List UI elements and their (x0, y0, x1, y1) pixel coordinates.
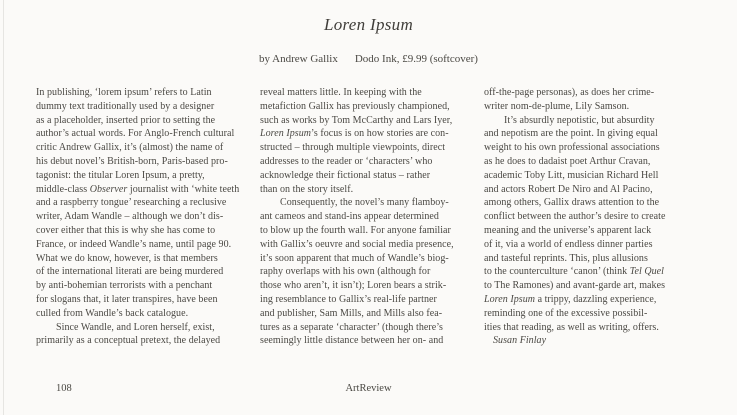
byline-author: by Andrew Gallix (259, 53, 338, 65)
text-line: Since Wandle, and Loren herself, exist, (56, 321, 215, 333)
text-line: conflict between the author’s desire to create (484, 211, 666, 223)
text-line: author’s actual words. For Anglo-French cultural (36, 128, 235, 140)
text-line: his debut novel’s British-born, Paris-based pro- (36, 155, 228, 167)
byline-publisher: Dodo Ink, £9.99 (softcover) (354, 53, 478, 65)
text-line: than on the story itself. (260, 183, 354, 195)
text-line: addresses to the reader or ‘characters’ who (260, 155, 433, 167)
text-line: primarily as a conceptual pretext, the delayed (36, 335, 221, 347)
text-line: dummy text traditionally used by a designer (36, 100, 215, 112)
text-line: as he does to dadaist poet Arthur Cravan, (484, 155, 651, 167)
text-line: cover either that this is why she has come to (36, 224, 216, 236)
byline (0, 53, 737, 65)
text-line: tagonist: the titular Loren Ipsum, a pretty, (36, 169, 205, 181)
text-line: for slogans that, it later transpires, have been (36, 293, 218, 305)
text-line: France, or indeed Wandle’s name, until page 90. (36, 238, 232, 250)
text-line: reveal matters little. In keeping with the (260, 87, 422, 98)
magazine-name: ArtReview (345, 383, 392, 394)
text-line: structed – through multiple viewpoints, direct (260, 142, 446, 154)
text-line: those who aren’t, it isn’t); Loren bears a strik- (260, 280, 447, 292)
text-line: such as works by Tom McCarthy and Lars Iyer, (260, 114, 453, 126)
text-line: with Gallix’s oeuvre and social media presence, (260, 238, 454, 250)
text-line: ing resemblance to Gallix’s real-life partner (260, 293, 437, 305)
page-footer (0, 383, 737, 394)
text-line: In publishing, ‘lorem ipsum’ refers to Latin (36, 87, 212, 98)
text-line: and actors Robert De Niro and Al Pacino, (484, 183, 653, 195)
text-line: acknowledge their fictional status – rather (260, 169, 431, 181)
text-line: culled from Wandle’s back catalogue. (36, 307, 189, 319)
text-line: tures as a separate ‘character’ (though there’s (260, 321, 443, 333)
text-line: to the counterculture ‘canon’ (think Tel Quel (484, 266, 664, 278)
text-line: seemingly little distance between her on- and (260, 335, 444, 347)
text-line: writer nom-de-plume, Lily Samson. (484, 100, 630, 112)
text-line: to blow up the fourth wall. For anyone familiar (260, 224, 451, 236)
text-line: and tasteful reprints. This, plus allusions (484, 252, 648, 264)
text-line: Susan Finlay (493, 335, 547, 347)
text-line: it’s soon apparent that much of Wandle’s biog- (260, 252, 449, 264)
text-line: as a placeholder, inserted prior to setting the (36, 114, 216, 126)
text-line: Consequently, the novel’s many flamboy- (280, 197, 449, 209)
text-line: reminding one of the excessive possibil- (484, 307, 648, 319)
text-line: of the international literati are being murdered (36, 266, 224, 278)
column-3 (484, 86, 696, 348)
text-line: academic Toby Litt, musician Richard Hell (484, 169, 659, 181)
text-line: off-the-page personas), as does her crime- (484, 87, 655, 98)
text-line: What we do know, however, is that members (36, 252, 218, 264)
column-2 (260, 86, 472, 348)
text-line: and a raspberry tongue’ researching a reclusive (36, 197, 227, 209)
text-line: and nepotism are the point. In giving equal (484, 128, 658, 140)
text-line: among others, Gallix draws attention to the (484, 197, 660, 209)
text-line: ant cameos and stand-ins appear determined (260, 211, 439, 223)
text-line: critic Andrew Gallix, it’s (almost) the name of (36, 142, 224, 154)
text-line: of it, via a world of endless dinner parties (484, 238, 653, 250)
text-line: Loren Ipsum a trippy, dazzling experience, (484, 293, 657, 305)
text-line: Loren Ipsum’s focus is on how stories are con- (260, 128, 449, 140)
page-title: Loren Ipsum (323, 15, 414, 34)
page-number: 108 (56, 383, 72, 394)
text-line: It’s absurdly nepotistic, but absurdity (504, 114, 655, 126)
text-line: meaning and the universe’s apparent lack (484, 224, 652, 236)
text-line: to The Ramones) and avant-garde art, makes (484, 280, 666, 292)
text-line: weight to his own professional associations (484, 142, 660, 154)
text-line: by anti-bohemian terrorists with a penchant (36, 280, 213, 292)
text-line: and publisher, Sam Mills, and Mills also fea- (260, 307, 443, 319)
review-columns (36, 86, 696, 348)
text-line: middle-class Observer journalist with ‘white teeth (36, 183, 240, 195)
text-line: metafiction Gallix has previously championed, (260, 100, 450, 112)
text-line: ities that reading, as well as writing, offers. (484, 321, 659, 333)
text-line: writer, Adam Wandle – although we don’t dis- (36, 211, 224, 223)
column-1 (36, 86, 248, 348)
text-line: raphy overlaps with his own (although for (260, 266, 431, 278)
